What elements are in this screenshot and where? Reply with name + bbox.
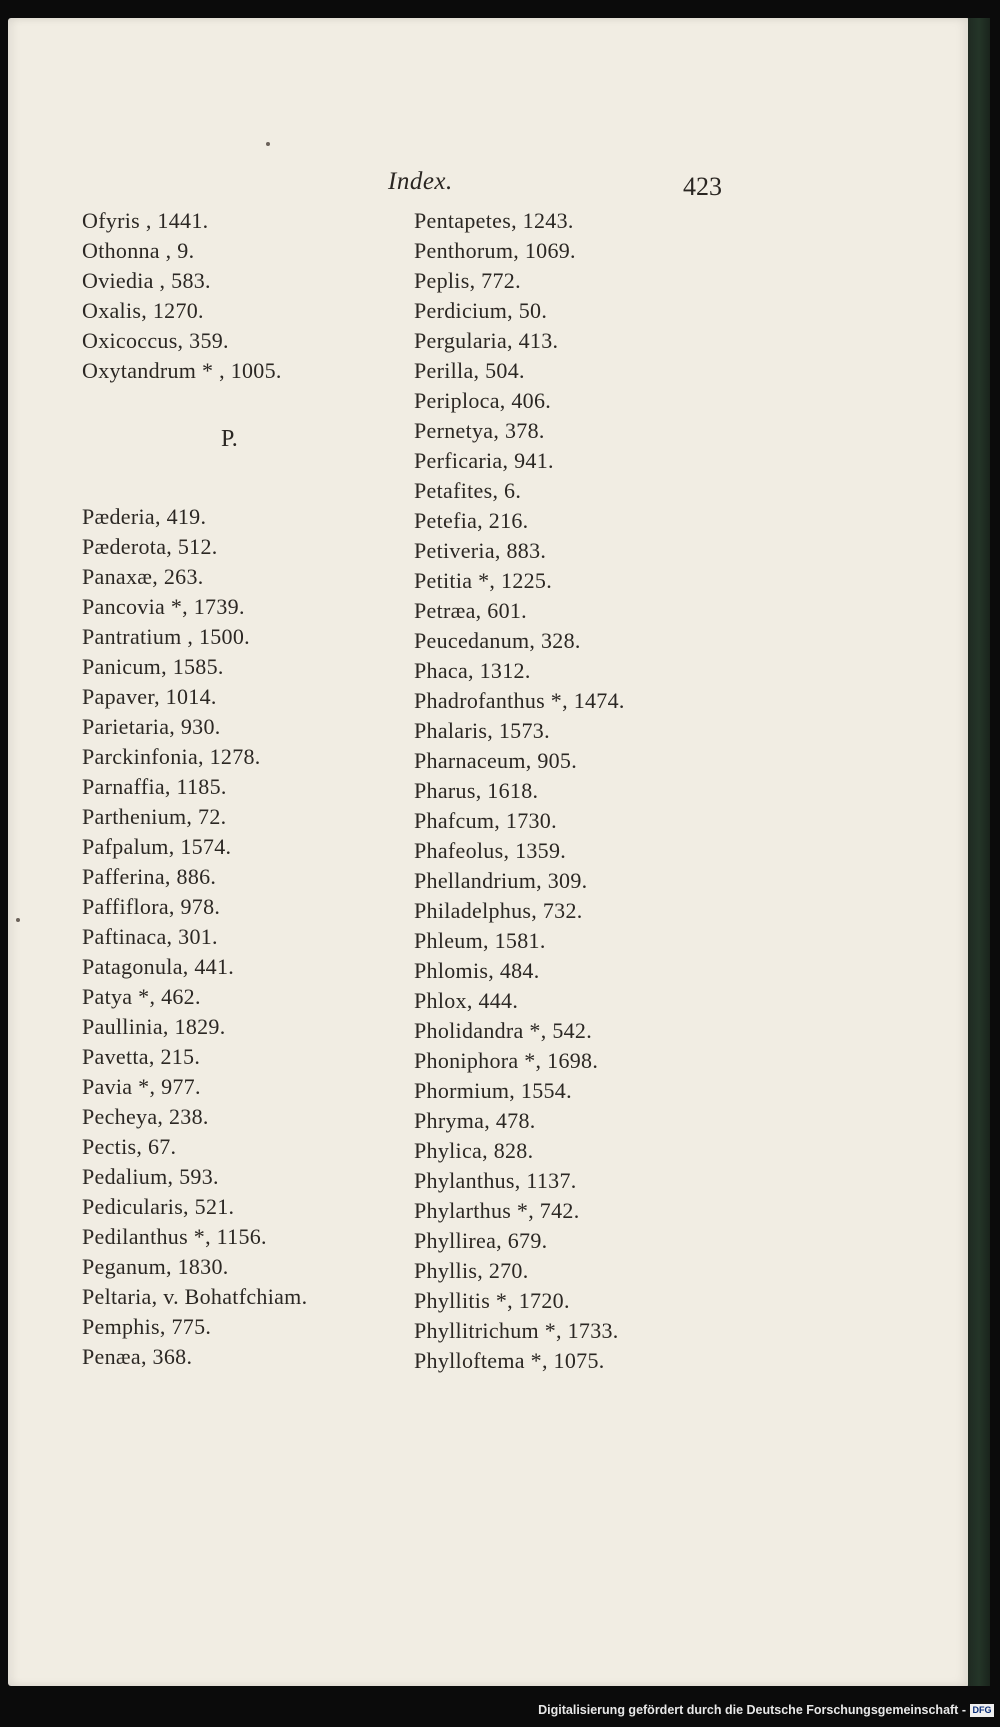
index-entry: Phylica, 828.	[414, 1138, 534, 1163]
paper-speck	[266, 142, 270, 146]
index-column-left-top	[82, 206, 282, 386]
index-entry: Patya *, 462.	[82, 984, 201, 1009]
index-entry: Phyllis, 270.	[414, 1258, 529, 1283]
index-entry: Pergularia, 413.	[414, 328, 559, 353]
index-entry: Pedilanthus *, 1156.	[82, 1224, 267, 1249]
index-entry: Periploca, 406.	[414, 388, 552, 413]
index-entry: Parietaria, 930.	[82, 714, 221, 739]
index-entry: Pedicularis, 521.	[82, 1194, 235, 1219]
index-entry: Pectis, 67.	[82, 1134, 177, 1159]
index-entry: Phoniphora *, 1698.	[414, 1048, 599, 1073]
index-entry: Petitia *, 1225.	[414, 568, 553, 593]
dfg-logo-icon: DFG	[970, 1704, 994, 1717]
index-entry: Pentapetes, 1243.	[414, 208, 574, 233]
index-column-right	[414, 206, 625, 1376]
index-entry: Penæa, 368.	[82, 1344, 193, 1369]
index-entry: Peganum, 1830.	[82, 1254, 229, 1279]
index-entry: Pæderia, 419.	[82, 504, 207, 529]
index-entry: Phafeolus, 1359.	[414, 838, 567, 863]
index-entry: Phlomis, 484.	[414, 958, 540, 983]
index-entry: Philadelphus, 732.	[414, 898, 583, 923]
index-entry: Pemphis, 775.	[82, 1314, 212, 1339]
index-entry: Petafites, 6.	[414, 478, 522, 503]
index-entry: Perdicium, 50.	[414, 298, 548, 323]
index-entry: Phryma, 478.	[414, 1108, 536, 1133]
index-entry: Perilla, 504.	[414, 358, 525, 383]
index-entry: Phafcum, 1730.	[414, 808, 557, 833]
index-entry: Othonna , 9.	[82, 238, 195, 263]
index-entry: Phlox, 444.	[414, 988, 519, 1013]
index-entry: Phylarthus *, 742.	[414, 1198, 580, 1223]
index-entry: Phyllirea, 679.	[414, 1228, 548, 1253]
index-entry: Papaver, 1014.	[82, 684, 217, 709]
index-entry: Pecheya, 238.	[82, 1104, 209, 1129]
index-entry: Phalaris, 1573.	[414, 718, 550, 743]
index-entry: Panaxæ, 263.	[82, 564, 204, 589]
index-entry: Pavetta, 215.	[82, 1044, 201, 1069]
index-entry: Petræa, 601.	[414, 598, 527, 623]
index-entry: Peucedanum, 328.	[414, 628, 581, 653]
index-entry: Pedalium, 593.	[82, 1164, 219, 1189]
index-entry: Phaca, 1312.	[414, 658, 531, 683]
index-entry: Paffiflora, 978.	[82, 894, 221, 919]
index-entry: Pharnaceum, 905.	[414, 748, 578, 773]
index-entry: Petiveria, 883.	[414, 538, 547, 563]
index-entry: Pafferina, 886.	[82, 864, 217, 889]
index-entry: Pafpalum, 1574.	[82, 834, 232, 859]
index-entry: Phormium, 1554.	[414, 1078, 572, 1103]
index-entry: Panicum, 1585.	[82, 654, 224, 679]
index-entry: Perficaria, 941.	[414, 448, 554, 473]
index-entry: Oxalis, 1270.	[82, 298, 204, 323]
running-header: Index.	[388, 168, 453, 195]
index-entry: Parthenium, 72.	[82, 804, 227, 829]
index-entry: Phadrofanthus *, 1474.	[414, 688, 625, 713]
index-entry: Pernetya, 378.	[414, 418, 545, 443]
index-entry: Pholidandra *, 542.	[414, 1018, 593, 1043]
index-entry: Oxicoccus, 359.	[82, 328, 229, 353]
index-entry: Petefia, 216.	[414, 508, 529, 533]
index-entry: Patagonula, 441.	[82, 954, 235, 979]
index-entry: Peltaria, v. Bohatfchiam.	[82, 1284, 308, 1309]
index-entry: Oxytandrum * , 1005.	[82, 358, 282, 383]
index-entry: Phyllitrichum *, 1733.	[414, 1318, 619, 1343]
index-entry: Penthorum, 1069.	[414, 238, 576, 263]
paper-speck	[16, 918, 20, 922]
index-entry: Pantratium , 1500.	[82, 624, 250, 649]
index-column-left-bottom	[82, 502, 307, 1372]
index-entry: Phleum, 1581.	[414, 928, 546, 953]
index-entry: Pavia *, 977.	[82, 1074, 201, 1099]
index-entry: Pæderota, 512.	[82, 534, 218, 559]
book-spine	[968, 18, 990, 1686]
index-entry: Phyllitis *, 1720.	[414, 1288, 570, 1313]
index-entry: Paullinia, 1829.	[82, 1014, 226, 1039]
page-number: 423	[683, 172, 722, 201]
index-entry: Pancovia *, 1739.	[82, 594, 245, 619]
index-entry: Ofyris , 1441.	[82, 208, 209, 233]
index-entry: Phylanthus, 1137.	[414, 1168, 577, 1193]
index-entry: Peplis, 772.	[414, 268, 521, 293]
index-entry: Parckinfonia, 1278.	[82, 744, 261, 769]
index-entry: Phylloftema *, 1075.	[414, 1348, 605, 1373]
index-entry: Phellandrium, 309.	[414, 868, 588, 893]
digitization-credit: Digitalisierung gefördert durch die Deutsche Forschungsgemeinschaft -	[538, 1703, 966, 1717]
index-entry: Oviedia , 583.	[82, 268, 211, 293]
index-entry: Paftinaca, 301.	[82, 924, 218, 949]
section-letter: P.	[221, 426, 238, 452]
index-entry: Parnaffia, 1185.	[82, 774, 227, 799]
index-entry: Pharus, 1618.	[414, 778, 539, 803]
